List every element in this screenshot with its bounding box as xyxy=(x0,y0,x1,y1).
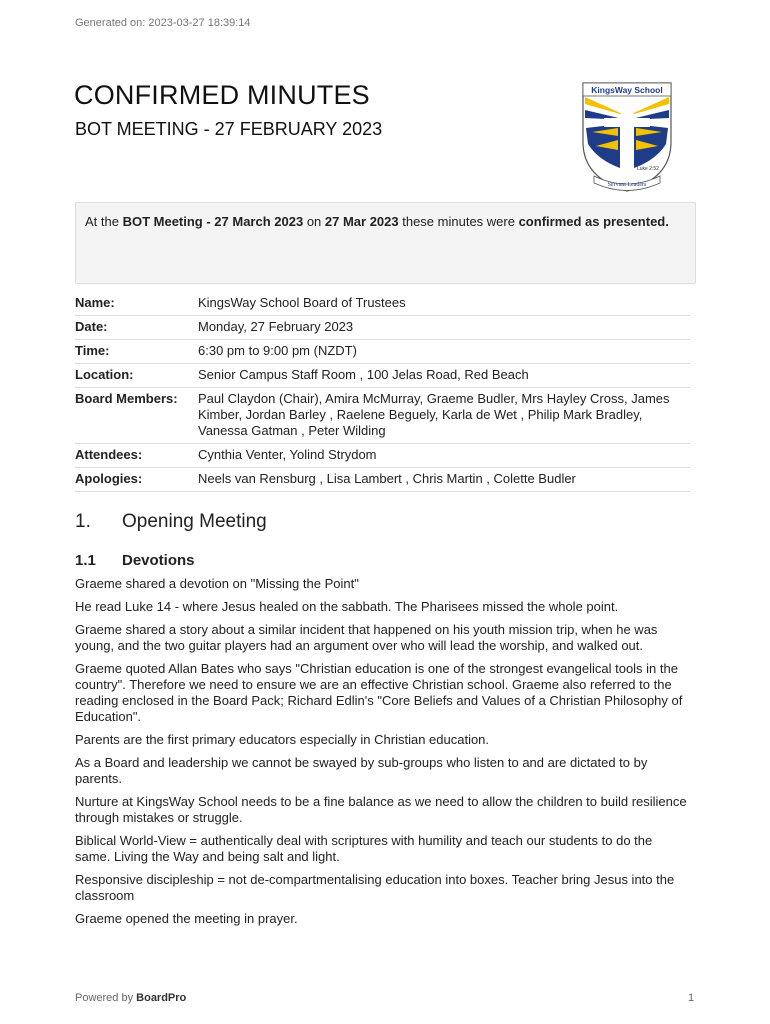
meta-value: Paul Claydon (Chair), Amira McMurray, Graeme Budler, Mrs Hayley Cross, James Kimber, Jordan Barley , Raelene Beguely, Karla de Wet , Philip Mark Bradley, Vanessa Gatman , Peter Wilding xyxy=(198,391,670,438)
paragraph: He read Luke 14 - where Jesus healed on the sabbath. The Pharisees missed the whole point. xyxy=(75,599,619,614)
meta-key: Name: xyxy=(75,295,115,310)
section-number: 1. xyxy=(75,511,91,532)
logo-name: KingsWay School xyxy=(591,85,663,95)
subsection-title: Devotions xyxy=(122,552,195,569)
meta-value: Cynthia Venter, Yolind Strydom xyxy=(198,447,377,462)
page-subtitle: BOT MEETING - 27 FEBRUARY 2023 xyxy=(75,119,383,139)
paragraph: Graeme shared a story about a similar incident that happened on his youth mission trip, when he was young, and the two guitar players had an argument over who will lead the worship, and walked out. xyxy=(75,622,658,653)
footer-brand: BoardPro xyxy=(136,992,187,1004)
generated-timestamp: Generated on: 2023-03-27 18:39:14 xyxy=(75,17,251,29)
section-title: Opening Meeting xyxy=(122,511,267,532)
page-number: 1 xyxy=(688,992,695,1004)
notice-status: confirmed as presented. xyxy=(518,214,669,229)
subsection-heading-devotions xyxy=(75,552,195,569)
section-heading-opening-meeting xyxy=(75,511,267,533)
meta-key: Apologies: xyxy=(75,471,143,486)
paragraph: Biblical World-View = authentically deal with scriptures with humility and teach our students to do the same. Living the Way and being salt and light. xyxy=(75,833,653,864)
meta-row-location xyxy=(75,364,690,388)
meta-row-date xyxy=(75,316,690,340)
page-title: CONFIRMED MINUTES xyxy=(74,80,370,110)
meta-key: Date: xyxy=(75,319,108,334)
notice-date: 27 Mar 2023 xyxy=(324,214,399,229)
paragraph: As a Board and leadership we cannot be swayed by sub-groups who listen to and are dictated to by parents. xyxy=(75,755,648,786)
meta-key: Board Members: xyxy=(75,391,178,406)
paragraph: Responsive discipleship = not de-compartmentalising education into boxes. Teacher bring Jesus into the classroom xyxy=(75,872,675,903)
confirmation-notice xyxy=(75,202,696,284)
meta-value: Senior Campus Staff Room , 100 Jelas Road, Red Beach xyxy=(198,367,529,382)
footer-powered-by xyxy=(75,992,186,1004)
notice-text-3: these minutes were xyxy=(398,214,519,229)
devotions-body xyxy=(75,576,690,934)
notice-meeting: BOT Meeting - 27 March 2023 xyxy=(122,214,304,229)
paragraph: Nurture at KingsWay School needs to be a fine balance as we need to allow the children to build resilience through mistakes or struggle. xyxy=(75,794,687,825)
meta-value: 6:30 pm to 9:00 pm (NZDT) xyxy=(198,343,357,358)
meeting-details-table xyxy=(75,292,690,492)
school-crest-icon xyxy=(580,80,674,194)
meta-row-attendees xyxy=(75,444,690,468)
meta-value: Monday, 27 February 2023 xyxy=(198,319,354,334)
meta-key: Location: xyxy=(75,367,134,382)
meta-key: Time: xyxy=(75,343,110,358)
meta-row-name xyxy=(75,292,690,316)
logo-verse: Luke 2:52 xyxy=(637,166,659,172)
paragraph: Graeme opened the meeting in prayer. xyxy=(75,911,298,926)
meta-row-time xyxy=(75,340,690,364)
meta-key: Attendees: xyxy=(75,447,143,462)
subsection-number: 1.1 xyxy=(75,552,96,569)
meta-row-apologies xyxy=(75,468,690,492)
footer-powered-text: Powered by xyxy=(75,992,137,1004)
paragraph: Parents are the first primary educators especially in Christian education. xyxy=(75,732,490,747)
notice-text-1: At the xyxy=(85,214,123,229)
meta-row-board-members xyxy=(75,388,690,444)
meta-value: Neels van Rensburg , Lisa Lambert , Chris Martin , Colette Budler xyxy=(198,471,576,486)
notice-text-2: on xyxy=(303,214,325,229)
paragraph: Graeme shared a devotion on "Missing the Point" xyxy=(75,576,359,591)
school-logo xyxy=(580,80,674,194)
meta-value: KingsWay School Board of Trustees xyxy=(198,295,406,310)
logo-motto: Servant Leaders xyxy=(607,182,647,188)
paragraph: Graeme quoted Allan Bates who says "Christian education is one of the strongest evangelical tools in the country". Therefore we need to ensure we are an effective Christian school. Graeme also referred to the reading enclosed in the Board Pack; Richard Edlin's "Core Beliefs and Values of a Christian Philosophy of Education". xyxy=(75,661,683,724)
